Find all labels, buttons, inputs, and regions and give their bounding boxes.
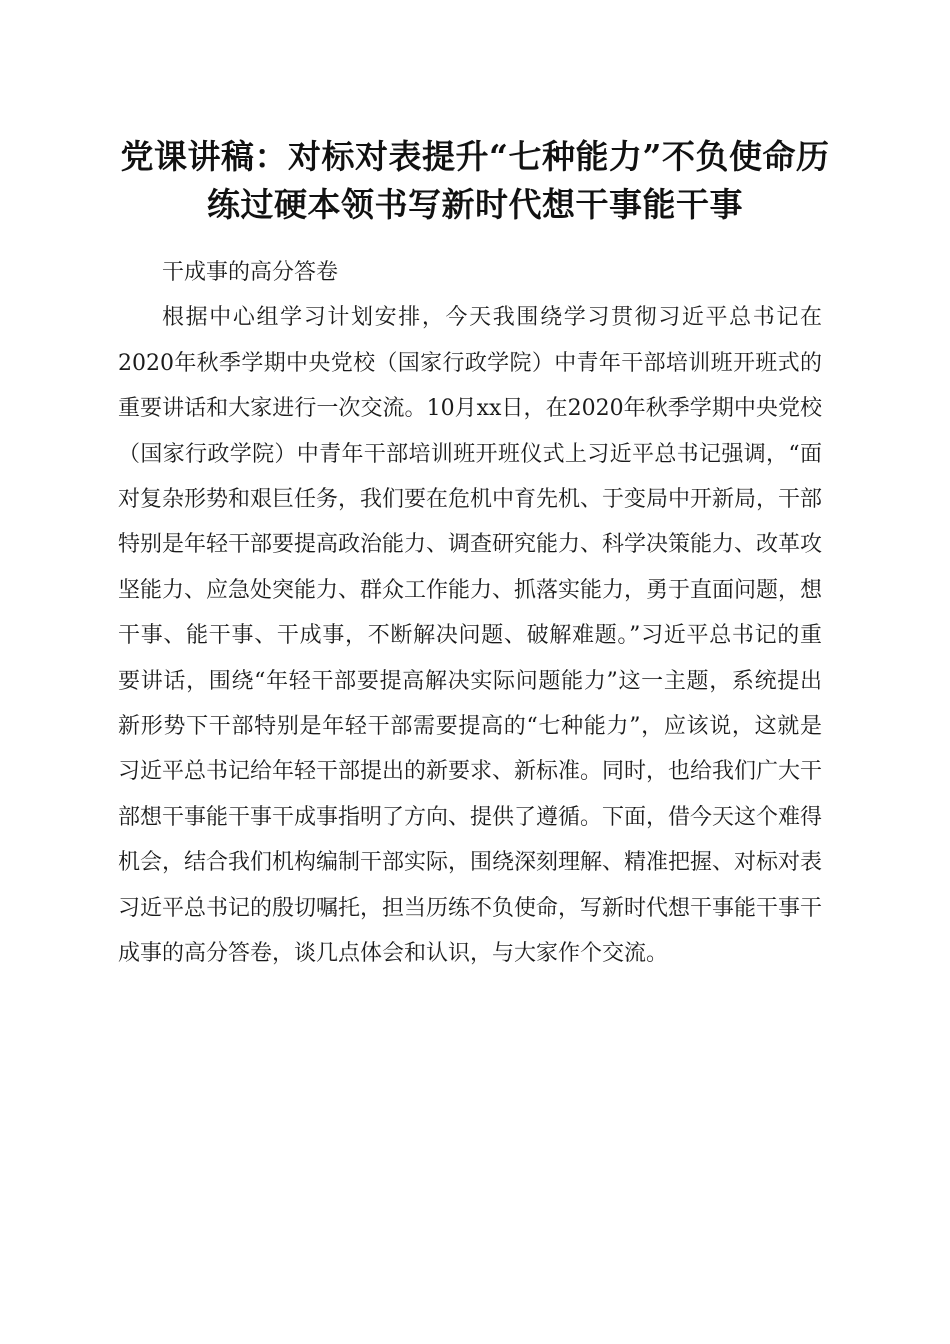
paragraph-continuation: 干成事的高分答卷 (162, 260, 339, 285)
paragraph-main: 根据中心组学习计划安排，今天我围绕学习贯彻习近平总书记在2020年秋季学期中央党校（国家行政学院）中青年干部培训班开班式的重要讲话和大家进行一次交流。10月xx日，在2020年秋季学期中央党校（国家行政学院）中青年干部培训班开班仪式上习近平总书记强调，“面对复杂形势和艰巨任务，我们要在危机中育先机、于变局中开新局，干部特别是年轻干部要提高政治能力、调查研究能力、科学决策能力、改革攻坚能力、应急处突能力、群众工作能力、抓落实能力，勇于直面问题，想干事、能干事、干成事，不断解决问题、破解难题。”习近平总书记的重要讲话，围绕“年轻干部要提高解决实际问题能力”这一主题，系统提出新形势下干部特别是年轻干部需要提高的“七种能力”，应该说，这就是习近平总书记给年轻干部提出的新要求、新标准。同时，也给我们广大干部想干事能干事干成事指明了方向、提供了遵循。下面，借今天这个难得机会，结合我们机构编制干部实际，围绕深刻理解、精准把握、对标对表习近平总书记的殷切嘱托，担当历练不负使命，写新时代想干事能干事干成事的高分答卷，谈几点体会和认识，与大家作个交流。 (118, 305, 823, 967)
document-body (118, 250, 822, 977)
document-title: 党课讲稿：对标对表提升“七种能力”不负使命历练过硬本领书写新时代想干事能干事 (120, 137, 830, 224)
